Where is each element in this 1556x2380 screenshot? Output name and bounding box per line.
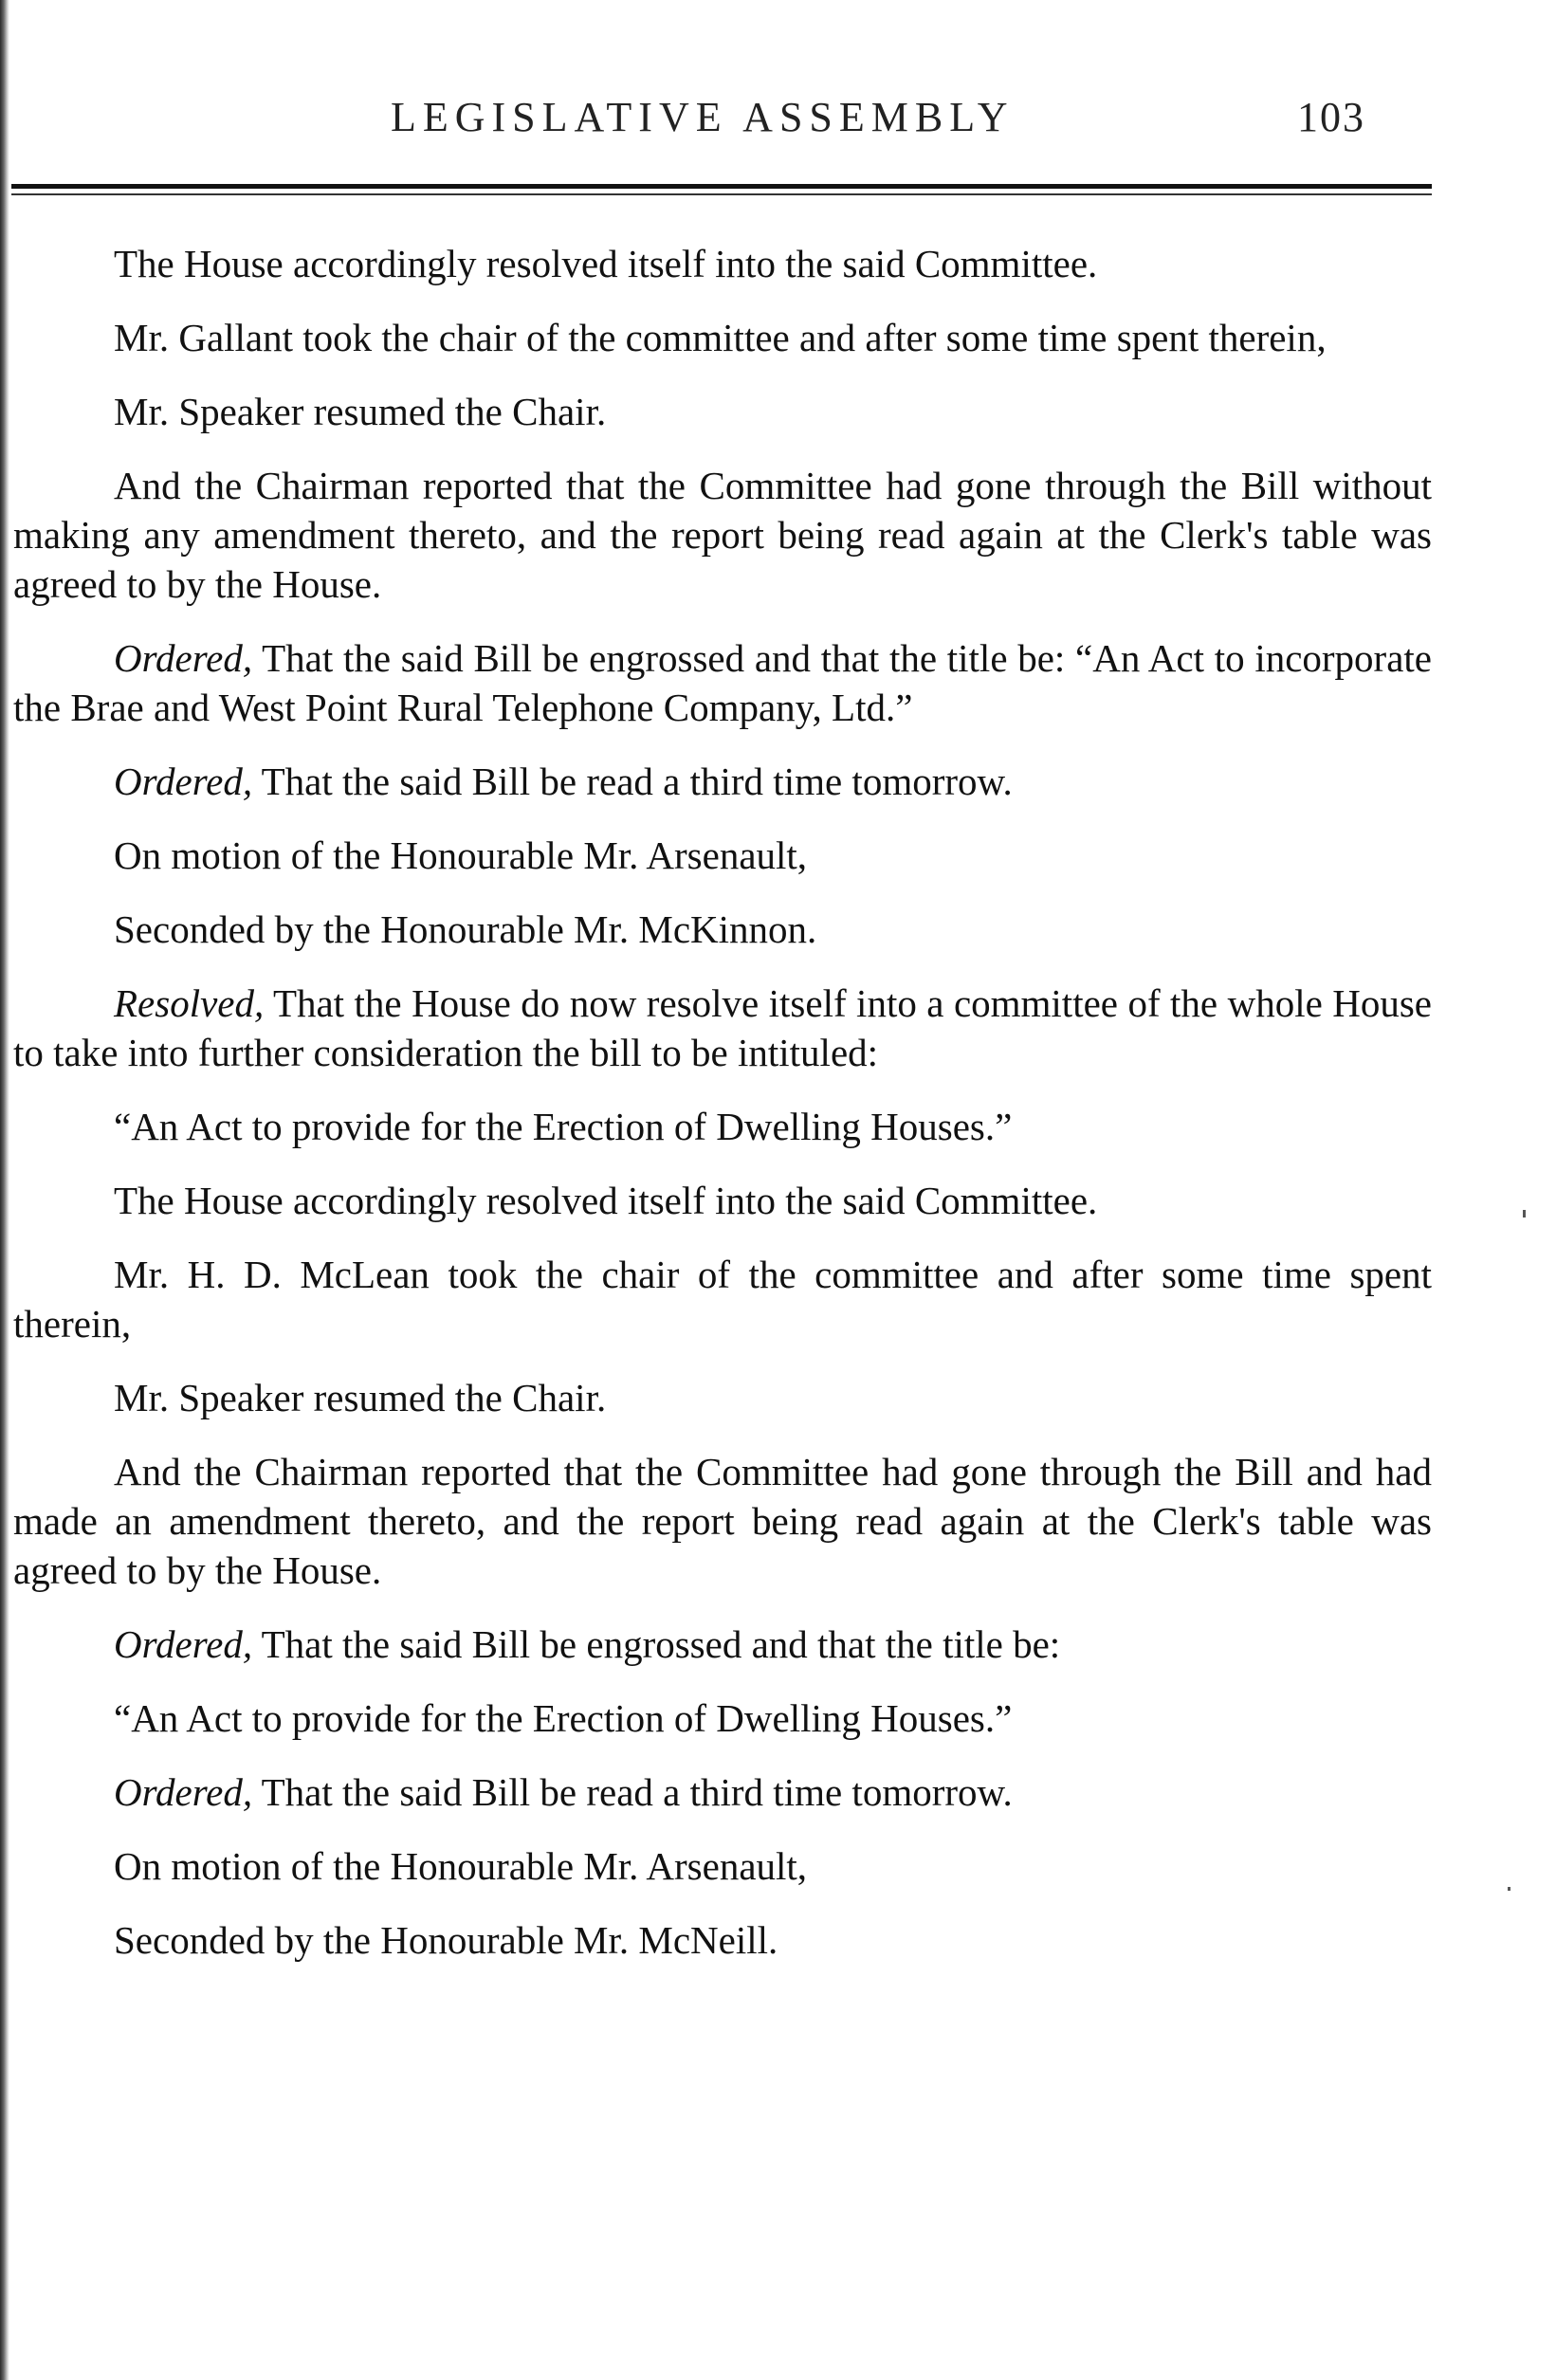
paragraph-text: Mr. Speaker resumed the Chair. — [114, 390, 607, 433]
paragraph — [13, 757, 1432, 806]
paragraph — [13, 1693, 1432, 1743]
paragraph-text: That the said Bill be read a third time tomorrow. — [252, 1770, 1013, 1814]
paragraph — [13, 387, 1432, 436]
paragraph-text: Mr. Speaker resumed the Chair. — [114, 1376, 607, 1419]
paragraph-text: That the said Bill be engrossed and that the title be: — [252, 1622, 1061, 1666]
page-binding-edge — [0, 0, 9, 2380]
paragraph-text: On motion of the Honourable Mr. Arsenault, — [114, 1844, 808, 1888]
paragraph — [13, 1447, 1432, 1595]
paragraph-text: Seconded by the Honourable Mr. McKinnon. — [114, 907, 817, 951]
paragraph — [13, 633, 1432, 732]
paragraph — [13, 1373, 1432, 1422]
body-text — [13, 239, 1432, 1989]
paragraph — [13, 979, 1432, 1077]
header-rule-thin — [11, 193, 1432, 195]
paragraph-lead: Ordered, — [114, 1622, 253, 1666]
page-number: 103 — [1297, 94, 1365, 140]
paragraph-text: Seconded by the Honourable Mr. McNeill. — [114, 1918, 778, 1962]
paragraph-text: “An Act to provide for the Erection of Dwelling Houses.” — [114, 1105, 1013, 1148]
running-head — [379, 93, 1365, 150]
paragraph-lead: Resolved, — [114, 981, 265, 1025]
paragraph-text: That the said Bill be engrossed and that the title be: “An Act to incorporate the Brae and West Point Rural Telephone Company, Ltd.” — [13, 636, 1432, 729]
paragraph-text: On motion of the Honourable Mr. Arsenault, — [114, 833, 808, 877]
paragraph — [13, 1841, 1432, 1891]
paragraph — [13, 1250, 1432, 1348]
paragraph-text: Mr. H. D. McLean took the chair of the committee and after some time spent therein, — [13, 1253, 1432, 1346]
paragraph — [13, 1176, 1432, 1225]
paragraph-text: “An Act to provide for the Erection of Dwelling Houses.” — [114, 1696, 1013, 1740]
paragraph — [13, 313, 1432, 362]
paragraph — [13, 239, 1432, 288]
paragraph — [13, 1767, 1432, 1817]
paragraph-text: Mr. Gallant took the chair of the committee and after some time spent therein, — [114, 316, 1327, 359]
paragraph-text: And the Chairman reported that the Committee had gone through the Bill and had made an amendment thereto, and the report being read again at the Clerk's table was agreed to by the House. — [13, 1450, 1432, 1592]
paragraph-text: The House accordingly resolved itself into the said Committee. — [114, 1179, 1098, 1222]
paragraph-text: That the House do now resolve itself into a committee of the whole House to take into further consideration the bill to be intituled: — [13, 981, 1432, 1074]
paragraph-text: The House accordingly resolved itself into the said Committee. — [114, 242, 1098, 285]
header-rule-thick — [11, 184, 1432, 189]
paragraph — [13, 831, 1432, 880]
paragraph-lead: Ordered, — [114, 636, 253, 680]
paragraph-lead: Ordered, — [114, 1770, 253, 1814]
paragraph-text: And the Chairman reported that the Committee had gone through the Bill without making any amendment thereto, and the report being read again at the Clerk's table was agreed to by the House. — [13, 464, 1432, 606]
paragraph — [13, 1102, 1432, 1151]
paragraph — [13, 461, 1432, 609]
running-title: LEGISLATIVE ASSEMBLY — [391, 94, 1015, 140]
paragraph — [13, 1915, 1432, 1965]
paragraph-text: That the said Bill be read a third time tomorrow. — [252, 760, 1013, 803]
paragraph-lead: Ordered, — [114, 760, 253, 803]
paragraph — [13, 905, 1432, 954]
print-speck — [1508, 1887, 1510, 1891]
print-speck — [1523, 1210, 1526, 1217]
paragraph — [13, 1620, 1432, 1669]
